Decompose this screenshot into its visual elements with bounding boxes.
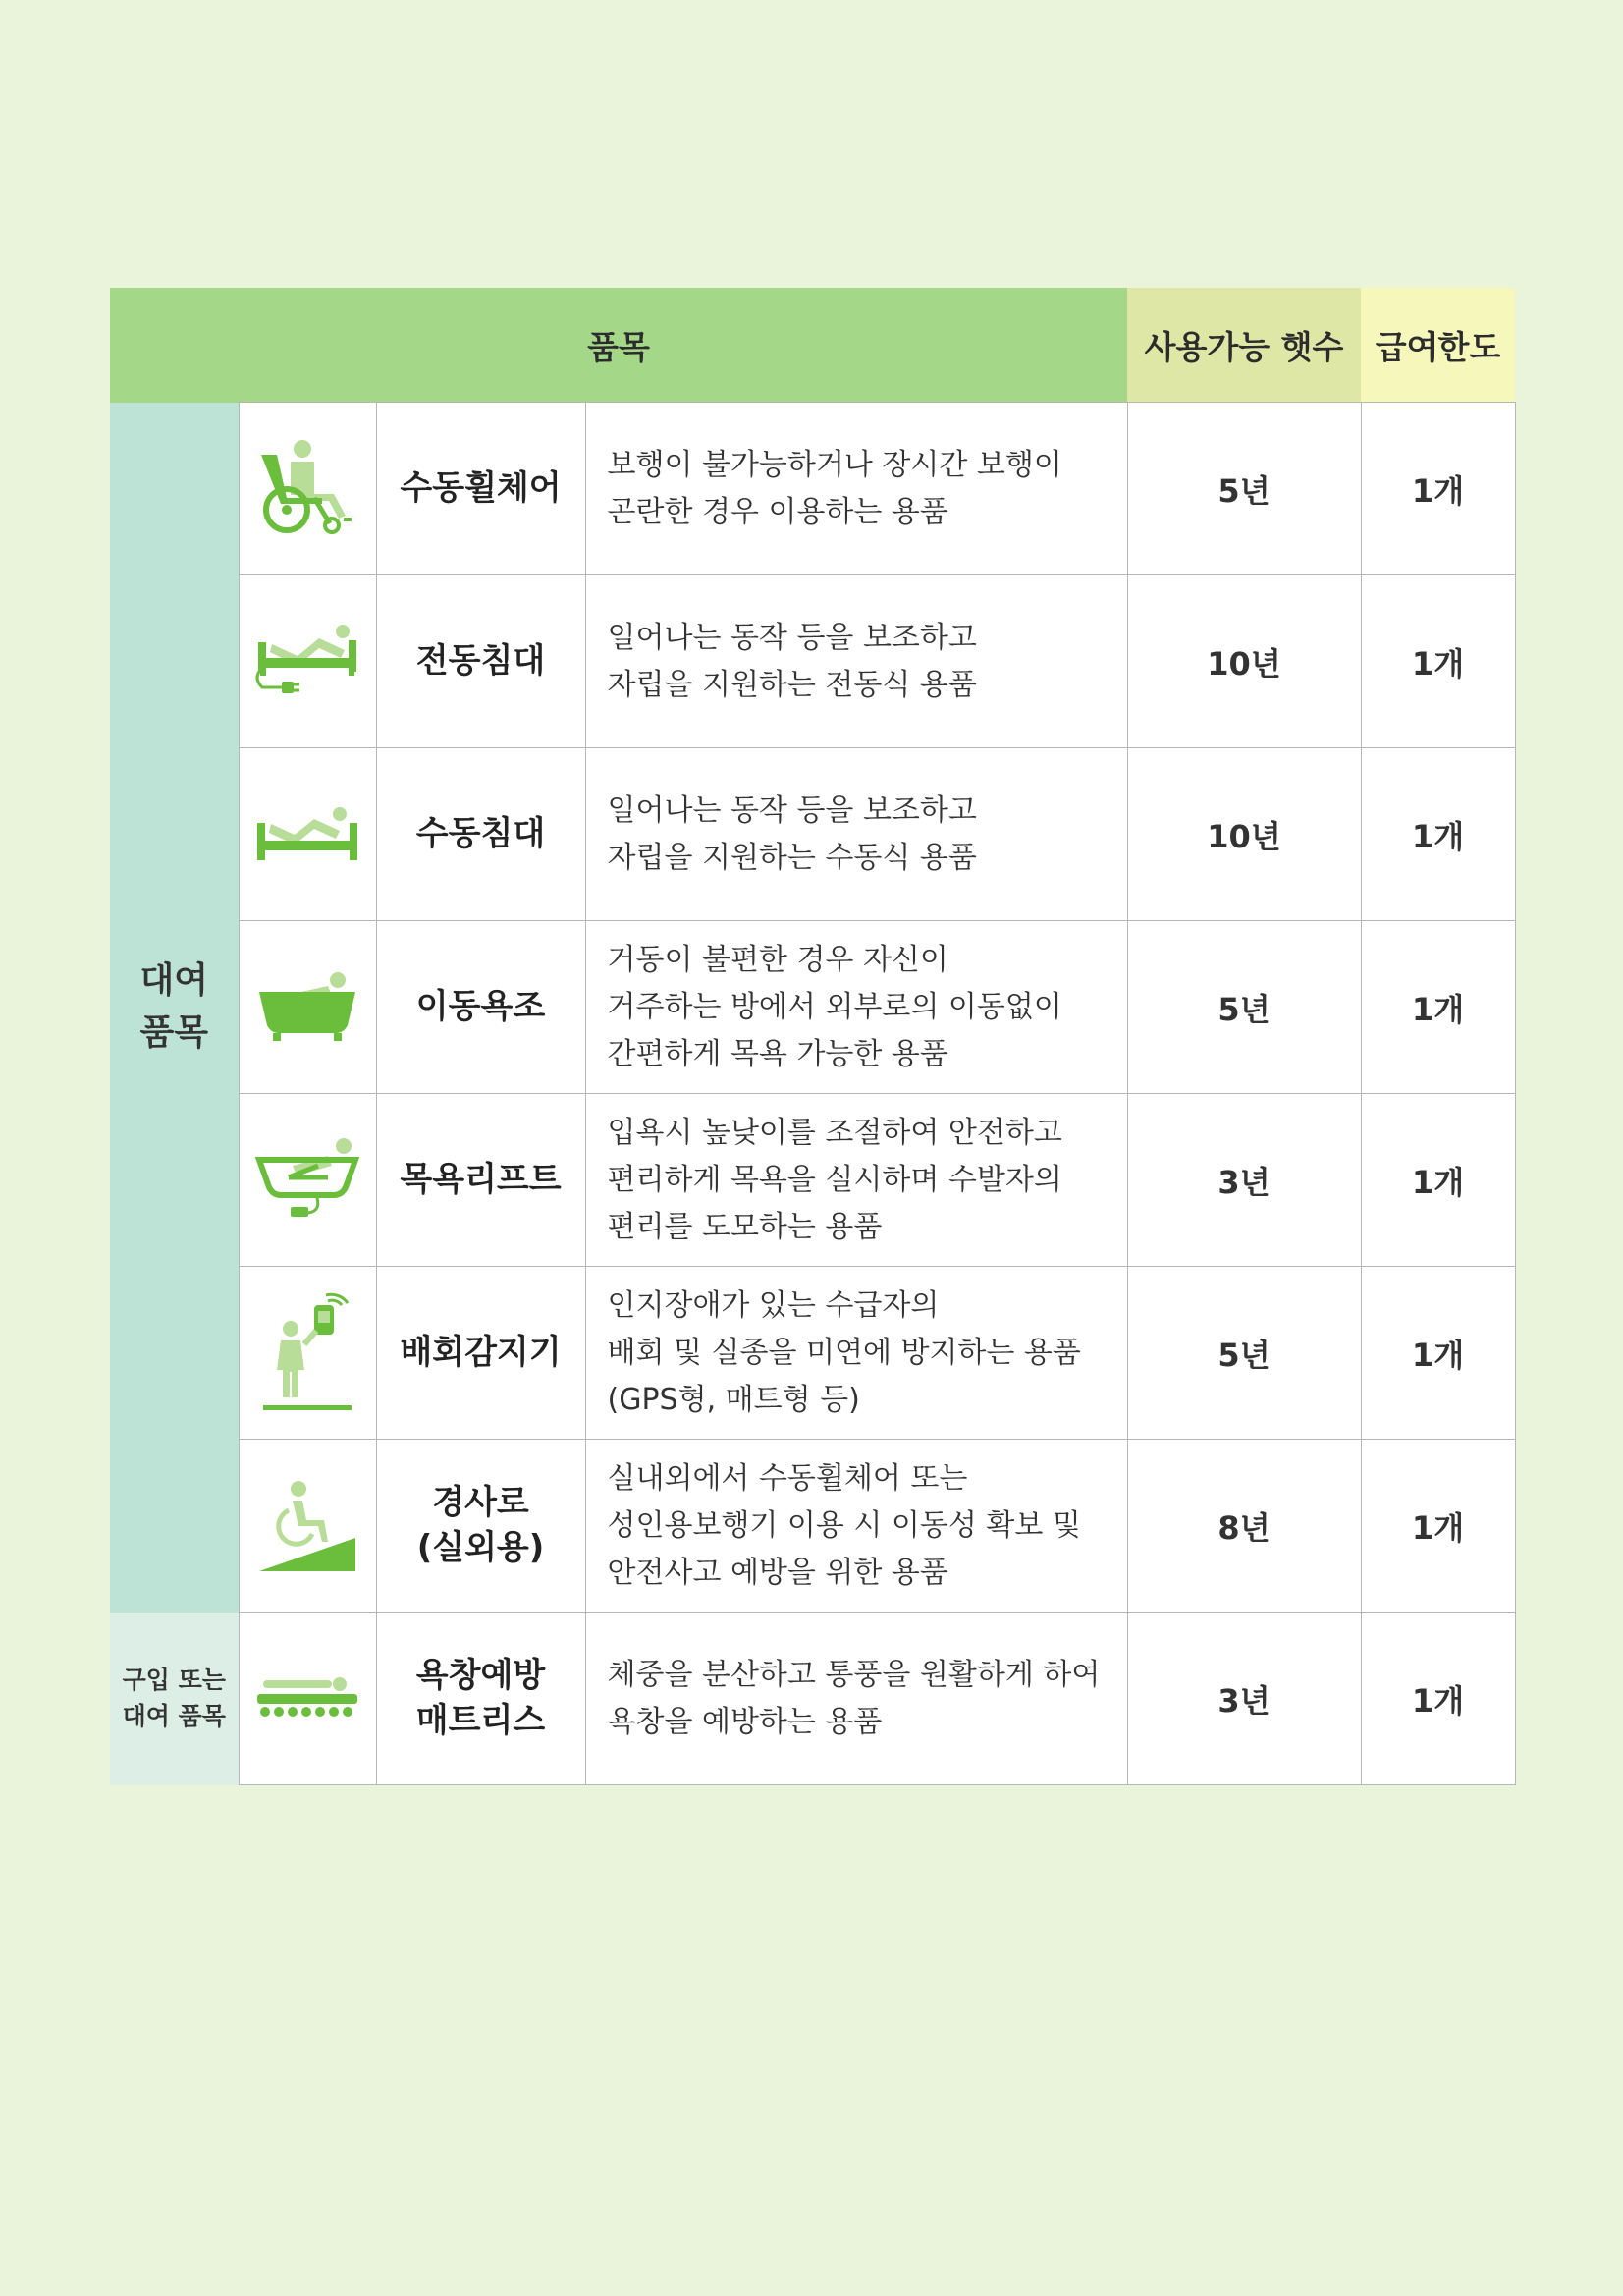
- item-description: 실내외에서 수동휠체어 또는 성인용보행기 이용 시 이동성 확보 및 안전사고 예방을 위한 용품: [585, 1440, 1127, 1613]
- wheelchair-icon: [239, 403, 376, 575]
- item-name: 배회감지기: [376, 1267, 585, 1440]
- table-row: [110, 921, 1515, 1094]
- item-years: 5년: [1127, 403, 1361, 575]
- wander-detector-icon: [239, 1267, 376, 1440]
- item-description: 입욕시 높낮이를 조절하여 안전하고 편리하게 목욕을 실시하며 수발자의 편리를 도모하는 용품: [585, 1094, 1127, 1267]
- header-limit: 급여한도: [1361, 288, 1515, 403]
- table-row: [110, 1267, 1515, 1440]
- item-name: 수동침대: [376, 748, 585, 921]
- table-row: [110, 748, 1515, 921]
- item-description: 일어나는 동작 등을 보조하고 자립을 지원하는 수동식 용품: [585, 748, 1127, 921]
- ramp-icon: [239, 1440, 376, 1613]
- item-years: 5년: [1127, 921, 1361, 1094]
- item-description: 체중을 분산하고 통풍을 원활하게 하여 욕창을 예방하는 용품: [585, 1613, 1127, 1785]
- item-years: 10년: [1127, 748, 1361, 921]
- item-limit: 1개: [1361, 921, 1515, 1094]
- item-name: 목욕리프트: [376, 1094, 585, 1267]
- item-limit: 1개: [1361, 575, 1515, 748]
- item-description: 일어나는 동작 등을 보조하고 자립을 지원하는 전동식 용품: [585, 575, 1127, 748]
- table-row: [110, 575, 1515, 748]
- item-limit: 1개: [1361, 403, 1515, 575]
- item-name: 경사로 (실외용): [376, 1440, 585, 1613]
- item-description: 보행이 불가능하거나 장시간 보행이 곤란한 경우 이용하는 용품: [585, 403, 1127, 575]
- item-description: 인지장애가 있는 수급자의 배회 및 실종을 미연에 방지하는 용품 (GPS형, 매트형 등): [585, 1267, 1127, 1440]
- pressure-mattress-icon: [239, 1613, 376, 1785]
- item-limit: 1개: [1361, 748, 1515, 921]
- item-description: 거동이 불편한 경우 자신이 거주하는 방에서 외부로의 이동없이 간편하게 목욕 가능한 용품: [585, 921, 1127, 1094]
- table-row: [110, 1613, 1515, 1785]
- bath-lift-icon: [239, 1094, 376, 1267]
- table-row: [110, 1440, 1515, 1613]
- bathtub-icon: [239, 921, 376, 1094]
- table-row: [110, 403, 1515, 575]
- item-years: 8년: [1127, 1440, 1361, 1613]
- item-limit: 1개: [1361, 1267, 1515, 1440]
- header-item: 품목: [110, 288, 1127, 403]
- item-name: 수동휠체어: [376, 403, 585, 575]
- manual-bed-icon: [239, 748, 376, 921]
- item-limit: 1개: [1361, 1613, 1515, 1785]
- group-rental-label: 대여 품목: [110, 403, 239, 1613]
- electric-bed-icon: [239, 575, 376, 748]
- item-name: 전동침대: [376, 575, 585, 748]
- table-header-row: [110, 288, 1515, 403]
- table-row: [110, 1094, 1515, 1267]
- item-limit: 1개: [1361, 1440, 1515, 1613]
- group-purchase-or-rental-label: 구입 또는 대여 품목: [110, 1613, 239, 1785]
- item-years: 5년: [1127, 1267, 1361, 1440]
- header-years: 사용가능 햇수: [1127, 288, 1361, 403]
- item-limit: 1개: [1361, 1094, 1515, 1267]
- item-name: 이동욕조: [376, 921, 585, 1094]
- item-years: 10년: [1127, 575, 1361, 748]
- item-years: 3년: [1127, 1613, 1361, 1785]
- item-years: 3년: [1127, 1094, 1361, 1267]
- welfare-equipment-table: [110, 288, 1516, 1785]
- item-name: 욕창예방 매트리스: [376, 1613, 585, 1785]
